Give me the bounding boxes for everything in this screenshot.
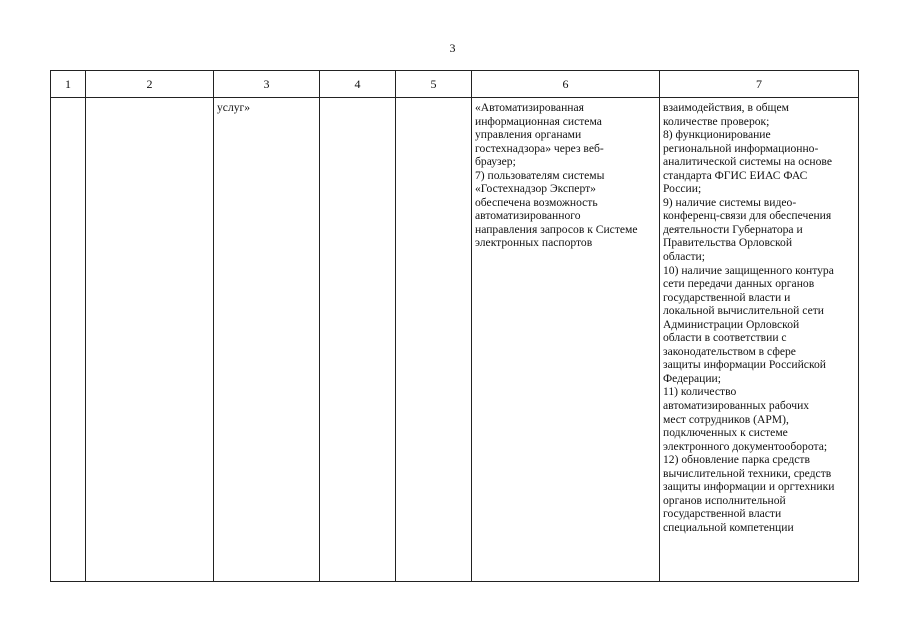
page-number: 3 [449, 41, 456, 55]
cell-col-2-text [86, 98, 213, 101]
column-header-3: 3 [214, 71, 320, 98]
cell-col-1 [51, 98, 86, 582]
document-table [50, 70, 859, 582]
cell-col-4 [320, 98, 396, 582]
cell-col-7 [660, 98, 859, 582]
cell-col-3 [214, 98, 320, 582]
column-header-5: 5 [396, 71, 472, 98]
column-header-1: 1 [51, 71, 86, 98]
cell-col-3-text: услуг» [217, 101, 251, 114]
cell-col-2 [86, 98, 214, 582]
cell-col-6 [472, 98, 660, 582]
cell-col-4-text [320, 98, 395, 101]
column-header-4: 4 [320, 71, 396, 98]
cell-col-5 [396, 98, 472, 582]
column-header-7: 7 [660, 71, 859, 98]
cell-col-1-text [51, 98, 85, 101]
cell-col-5-text [396, 98, 471, 101]
cell-col-7-text: взаимодействия, в общем количестве проверок; 8) функционирование региональной информационно- аналитической системы на основе стандарта ФГИС ЕИАС ФАС России; 9) наличие системы видео- конференц-связи для обеспечения деятельности Губернатора и Правительства Орловской области; 10) наличие защищенного контура сети передачи данных органов государственной власти и локальной вычислительной сети Администрации Орловской области в соответствии с законодательством в сфере защиты информации Российской Федерации; 11) количество автоматизированных рабочих мест сотрудников (АРМ), подключенных к системе электронного документооборота; 12) обновление парка средств вычислительной техники, средств защиты информации и оргтехники органов исполнительной государственной власти специальной компетенции [663, 101, 835, 534]
header-row [51, 71, 859, 98]
cell-col-6-text: «Автоматизированная информационная система управления органами гостехнадзора» через веб- браузер; 7) пользователям системы «Гостехнадзор Эксперт» обеспечена возможность автоматизированного направления запросов к Системе электронных паспортов [475, 101, 638, 250]
column-header-2: 2 [86, 71, 214, 98]
column-header-6: 6 [472, 71, 660, 98]
table-row [51, 98, 859, 582]
